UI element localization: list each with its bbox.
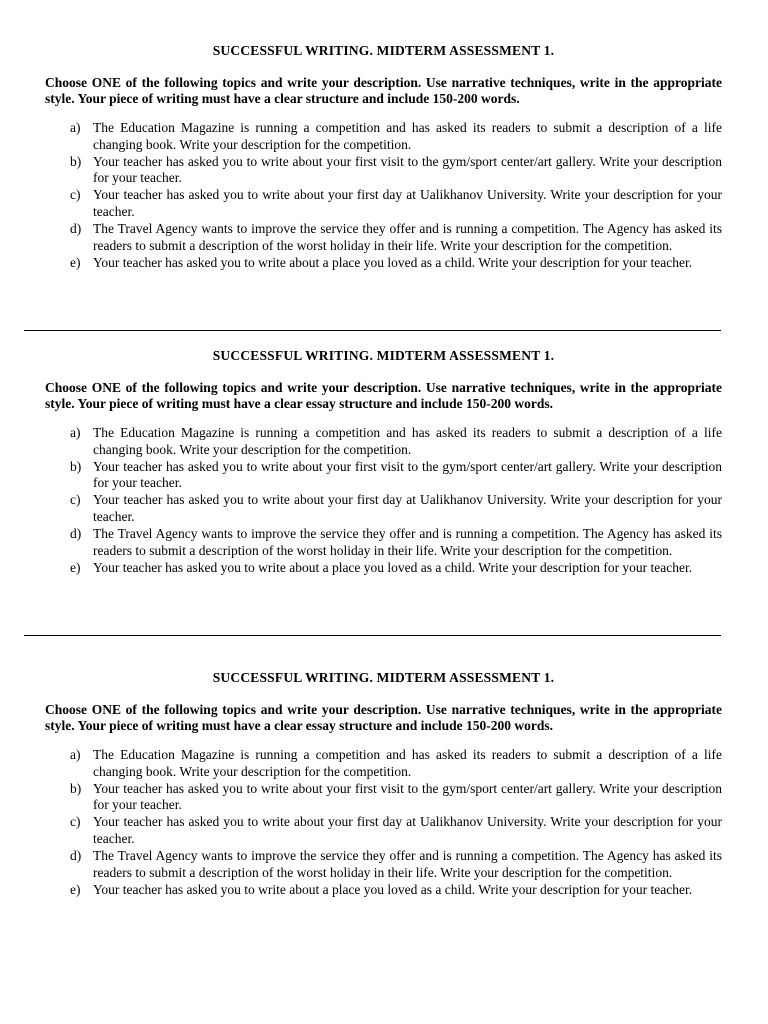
section-1-instruction: Choose ONE of the following topics and write your description. Use narrative techniques, write in the appropriate style. Your piece of writing must have a clear structure and include 150-200 words. (45, 75, 722, 106)
topic-text: The Travel Agency wants to improve the service they offer and is running a competition. The Agency has asked its readers to submit a description of the worst holiday in their life. Write your description for the competition. (93, 526, 722, 558)
topic-marker: c) (70, 187, 81, 203)
topic-text: The Travel Agency wants to improve the service they offer and is running a competition. The Agency has asked its readers to submit a description of the worst holiday in their life. Write your description for the competition. (93, 848, 722, 880)
topic-marker: d) (70, 526, 82, 542)
section-2-topic-list (45, 425, 722, 576)
topic-marker: c) (70, 492, 81, 508)
section-1-title: SUCCESSFUL WRITING. MIDTERM ASSESSMENT 1. (212, 43, 555, 58)
topic-marker: d) (70, 848, 82, 864)
topic-text: The Education Magazine is running a competition and has asked its readers to submit a description of a life changing book. Write your description for the competition. (93, 120, 722, 152)
section-3-topic-list (45, 747, 722, 898)
topic-marker: a) (70, 120, 81, 135)
section-3-title: SUCCESSFUL WRITING. MIDTERM ASSESSMENT 1. (212, 670, 555, 685)
section-3-topic-b (45, 781, 722, 814)
topic-text: Your teacher has asked you to write about your first visit to the gym/sport center/art gallery. Write your description for your teacher. (93, 780, 722, 813)
topic-marker: e) (70, 559, 81, 575)
topic-marker: b) (70, 153, 82, 169)
topic-text: Your teacher has asked you to write about your first day at Ualikhanov University. Write your description for your teacher. (93, 814, 722, 846)
section-3-topic-d (45, 848, 722, 881)
section-1-topic-a (45, 120, 722, 153)
section-3-instruction: Choose ONE of the following topics and write your description. Use narrative techniques, write in the appropriate style. Your piece of writing must have a clear essay structure and include 150-200 words. (45, 702, 722, 733)
section-2-topic-b (45, 459, 722, 492)
topic-marker: b) (70, 458, 82, 474)
section-1-topic-b (45, 154, 722, 187)
section-3-topic-a (45, 747, 722, 780)
section-2-topic-c (45, 492, 722, 525)
topic-text: Your teacher has asked you to write about a place you loved as a child. Write your description for your teacher. (93, 881, 693, 897)
topic-text: The Education Magazine is running a competition and has asked its readers to submit a description of a life changing book. Write your description for the competition. (93, 747, 722, 779)
section-2-topic-a (45, 425, 722, 458)
section-divider-1 (24, 330, 721, 331)
topic-text: Your teacher has asked you to write about your first day at Ualikhanov University. Write your description for your teacher. (93, 492, 722, 524)
assessment-section-2 (45, 347, 722, 577)
section-1-topic-e (45, 255, 722, 272)
topic-marker: e) (70, 881, 81, 897)
assessment-section-3 (45, 669, 722, 899)
section-divider-2 (24, 635, 721, 636)
topic-text: Your teacher has asked you to write about your first day at Ualikhanov University. Write your description for your teacher. (93, 187, 722, 219)
section-2-topic-d (45, 526, 722, 559)
topic-marker: b) (70, 780, 82, 796)
section-1-topic-list (45, 120, 722, 271)
section-3-topic-e (45, 882, 722, 899)
topic-text: Your teacher has asked you to write about a place you loved as a child. Write your description for your teacher. (93, 559, 693, 575)
topic-marker: e) (70, 254, 81, 270)
section-2-instruction: Choose ONE of the following topics and write your description. Use narrative techniques, write in the appropriate style. Your piece of writing must have a clear essay structure and include 150-200 words. (45, 380, 722, 411)
topic-marker: a) (70, 747, 81, 762)
topic-text: Your teacher has asked you to write about your first visit to the gym/sport center/art gallery. Write your description for your teacher. (93, 458, 722, 491)
topic-marker: d) (70, 221, 82, 237)
topic-text: Your teacher has asked you to write about a place you loved as a child. Write your description for your teacher. (93, 254, 693, 270)
topic-marker: c) (70, 814, 81, 830)
section-1-topic-d (45, 221, 722, 254)
section-3-topic-c (45, 814, 722, 847)
topic-marker: a) (70, 425, 81, 440)
section-2-topic-e (45, 560, 722, 577)
section-2-title: SUCCESSFUL WRITING. MIDTERM ASSESSMENT 1. (212, 348, 555, 363)
topic-text: The Education Magazine is running a competition and has asked its readers to submit a description of a life changing book. Write your description for the competition. (93, 425, 722, 457)
topic-text: Your teacher has asked you to write about your first visit to the gym/sport center/art gallery. Write your description for your teacher. (93, 153, 722, 186)
topic-text: The Travel Agency wants to improve the service they offer and is running a competition. The Agency has asked its readers to submit a description of the worst holiday in their life. Write your description for the competition. (93, 221, 722, 253)
section-1-topic-c (45, 187, 722, 220)
assessment-section-1 (45, 42, 722, 272)
